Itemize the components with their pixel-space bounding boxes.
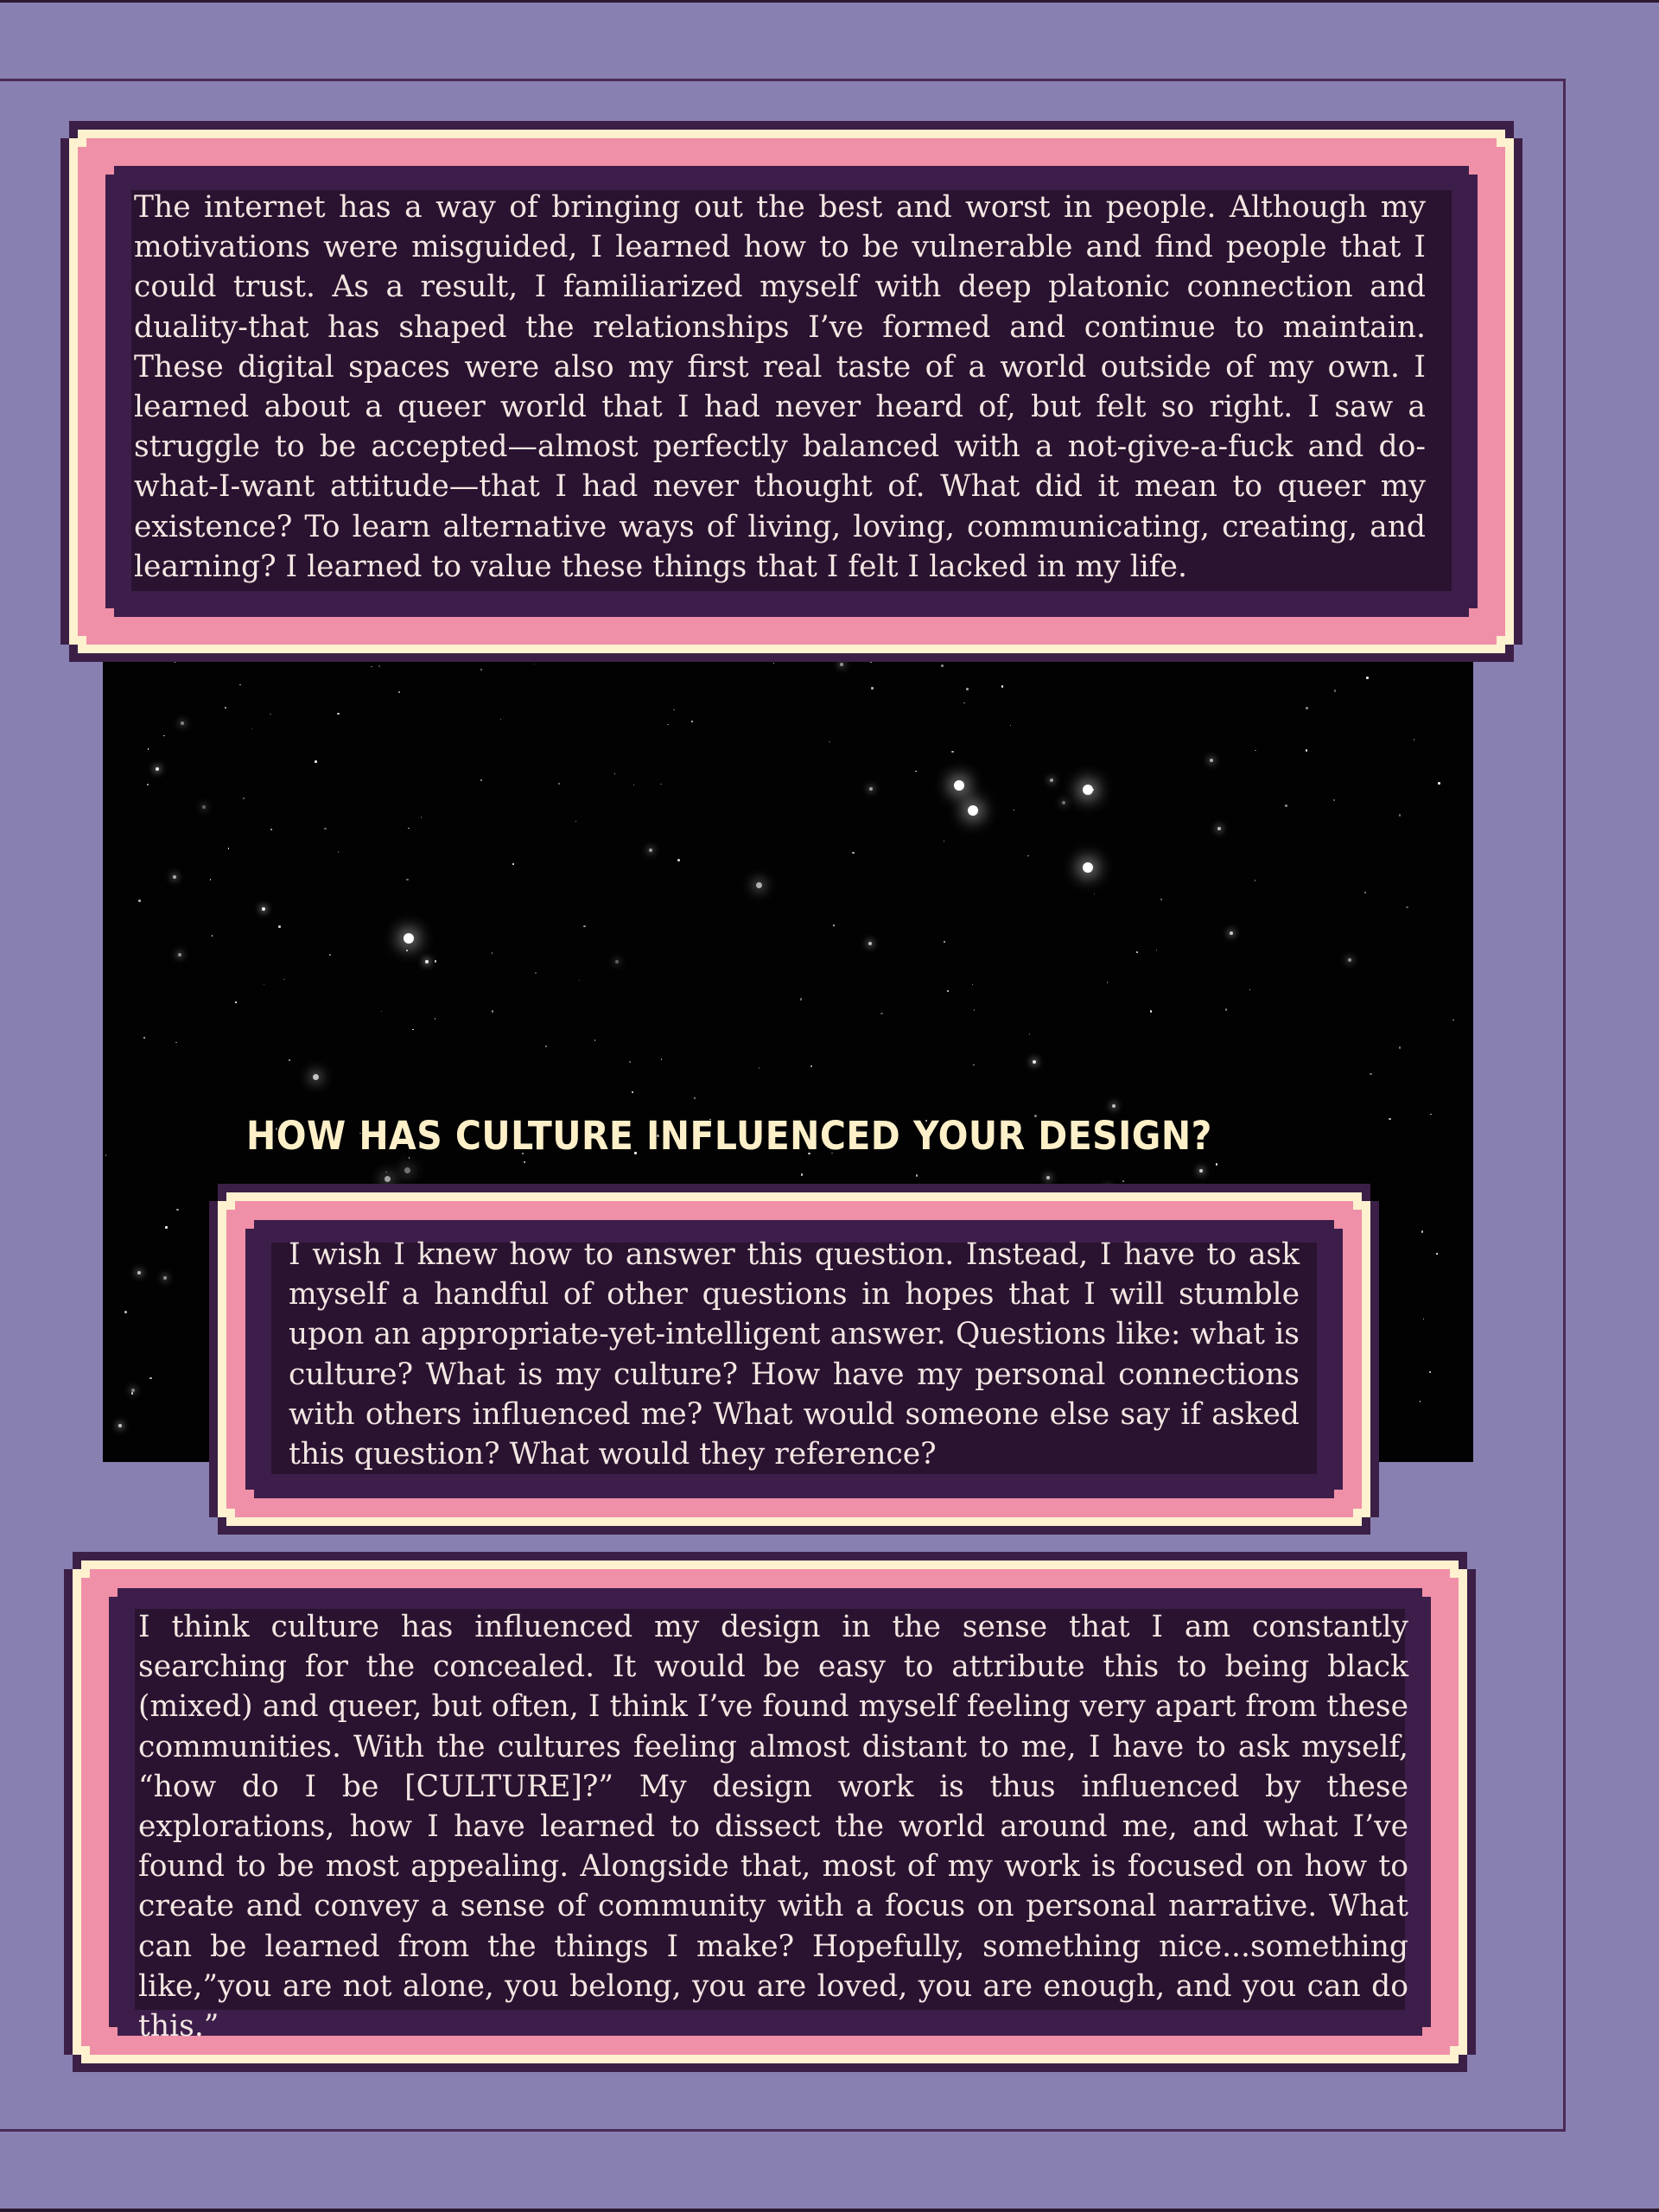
star: [338, 851, 340, 853]
star: [660, 784, 662, 785]
star: [1010, 725, 1012, 727]
star: [1285, 804, 1287, 807]
star: [1366, 677, 1369, 679]
star: [1333, 799, 1336, 802]
star: [1216, 1163, 1218, 1166]
star: [870, 662, 872, 664]
star: [1429, 1371, 1432, 1374]
star: [614, 773, 616, 775]
star: [239, 684, 241, 686]
star: [649, 849, 652, 852]
top-edge-rule: [0, 0, 1659, 3]
star: [270, 714, 271, 715]
answer-panel: [64, 1552, 1476, 2072]
star: [1370, 1073, 1372, 1076]
question-paragraph: I wish I knew how to answer this question. Instead, I have to ask myself a handful of other questions in hopes that I will stumble upon an appropriate-yet-intelligent answer. Questions like: what is culture? What is my culture? How have my personal connections with others influenced me? What would someone else say if asked this question? What would they reference?: [289, 1237, 1300, 1472]
star: [264, 984, 265, 986]
star: [404, 933, 414, 944]
star: [270, 829, 273, 831]
bottom-edge-rule: [0, 2209, 1659, 2212]
star: [283, 979, 285, 981]
star: [524, 1161, 526, 1164]
star: [829, 741, 830, 743]
star: [1136, 951, 1138, 953]
star: [492, 952, 493, 954]
star: [583, 925, 586, 928]
question-panel: [209, 1184, 1379, 1535]
star: [143, 1037, 145, 1039]
star: [972, 984, 974, 986]
star: [251, 728, 253, 730]
star: [480, 669, 483, 671]
star: [691, 721, 694, 723]
star: [759, 1067, 760, 1069]
star: [1438, 782, 1440, 785]
star: [1399, 814, 1402, 817]
star: [176, 1209, 179, 1211]
star: [378, 665, 381, 668]
star: [131, 1392, 134, 1395]
star: [147, 784, 149, 785]
star: [225, 707, 226, 709]
star: [1421, 1230, 1424, 1233]
star: [404, 1167, 410, 1173]
star: [1150, 1010, 1153, 1013]
star: [1062, 801, 1065, 804]
star: [1406, 906, 1408, 909]
star: [381, 1011, 383, 1013]
star: [406, 950, 408, 951]
star: [661, 1058, 663, 1060]
star: [1083, 862, 1093, 873]
star: [118, 1424, 122, 1427]
answer-paragraph: I think culture has influenced my design in the sense that I am constantly searching for the concealed. It would be easy to attribute this to being black (mixed) and queer, but often, I think I’ve found myself feeling very apart from these communities. With the cultures feeling almost distant to me, I have to ask myself, “how do I be [CULTURE]?” My design work is thus influenced by these explorations, how I have learned to dissect the world around me, and what I’ve found to be most appealing. Alongside that, most of my work is focused on how to create and convey a sense of community with a focus on personal narrative. What can be learned from the things I make? Hopefully, something nice...something like,”you are not alone, you belong, you are loved, you are enough, and you can do this.”: [138, 1610, 1408, 2044]
star: [944, 841, 945, 842]
star: [677, 859, 680, 861]
star: [667, 724, 669, 726]
star: [974, 1009, 976, 1011]
star: [545, 1046, 547, 1047]
star: [289, 1059, 291, 1062]
star: [228, 848, 230, 849]
star: [840, 663, 843, 666]
star: [973, 1065, 975, 1066]
star: [398, 691, 400, 693]
star: [235, 1001, 237, 1003]
star: [202, 805, 206, 809]
star: [1452, 1020, 1454, 1021]
star: [800, 998, 803, 1001]
star: [210, 879, 212, 880]
star: [262, 907, 265, 911]
star: [1420, 1401, 1421, 1402]
star: [1210, 759, 1213, 762]
star: [124, 1311, 127, 1313]
star: [535, 972, 537, 974]
star: [149, 1377, 152, 1380]
star: [175, 1042, 177, 1044]
star: [968, 805, 978, 816]
star: [1001, 685, 1004, 688]
intro-panel: [60, 121, 1522, 662]
star: [947, 990, 950, 993]
star: [181, 721, 184, 725]
star: [385, 1176, 391, 1182]
star: [1156, 950, 1158, 951]
star: [313, 1074, 319, 1080]
star: [329, 954, 331, 956]
star: [138, 899, 141, 902]
star: [1225, 1008, 1228, 1011]
star: [1414, 739, 1415, 741]
star: [1306, 749, 1308, 752]
star: [243, 798, 245, 800]
star: [594, 1039, 596, 1041]
star: [500, 719, 502, 721]
star: [1249, 989, 1251, 991]
star: [1430, 1114, 1432, 1116]
star: [1160, 899, 1163, 901]
intro-paragraph: The internet has a way of bringing out the best and worst in people. Although my motivations were misguided, I learned how to be vulnerable and find people that I could trust. As a result, I familiarized myself with deep platonic connection and duality-that has shaped the relationships I’ve formed and continue to maintain. These digital spaces were also my first real taste of a world outside of my own. I learned about a queer world that I had never heard of, but felt so right. I saw a struggle to be accepted—almost perfectly balanced with a not-give-a-fuck and do-what-I-want attitude—that I had never thought of. What did it mean to queer my existence? To learn alternative ways of living, loving, communicating, creating, and learning? I learned to value these things that I felt I lacked in my life.: [134, 190, 1426, 584]
star: [406, 879, 409, 881]
star: [337, 713, 340, 715]
star: [425, 960, 429, 963]
star: [915, 771, 917, 772]
star: [178, 953, 181, 957]
star: [871, 687, 874, 690]
star: [315, 760, 317, 763]
star: [773, 663, 775, 664]
star: [324, 828, 327, 830]
star: [148, 748, 149, 750]
star: [534, 664, 536, 665]
star: [1255, 750, 1256, 752]
star: [1389, 1118, 1391, 1121]
star: [575, 821, 577, 823]
star: [1364, 892, 1366, 893]
star: [278, 925, 281, 928]
star: [632, 1091, 633, 1093]
star: [951, 751, 954, 753]
star: [1083, 785, 1093, 795]
star: [1230, 931, 1233, 935]
star: [412, 1029, 414, 1031]
star: [801, 1173, 804, 1176]
star: [165, 1226, 168, 1229]
star: [1050, 779, 1053, 782]
star: [1334, 690, 1337, 692]
star: [163, 1276, 167, 1280]
star: [1033, 1060, 1036, 1064]
star: [963, 702, 965, 704]
star: [833, 925, 836, 927]
star: [1094, 893, 1096, 895]
star: [1348, 958, 1351, 962]
question-heading: HOW HAS CULTURE INFLUENCED YOUR DESIGN?: [246, 1113, 1212, 1159]
star: [1399, 1046, 1402, 1049]
star: [673, 709, 675, 711]
star: [944, 941, 945, 943]
star: [1306, 707, 1308, 709]
star: [810, 1065, 813, 1068]
star: [756, 882, 762, 888]
star: [615, 960, 619, 963]
star: [880, 1013, 883, 1015]
star: [1029, 1033, 1031, 1035]
star: [105, 1154, 107, 1156]
star: [868, 942, 872, 945]
star: [1255, 880, 1256, 881]
star: [1436, 1253, 1438, 1255]
star: [421, 817, 423, 818]
star: [1199, 1169, 1203, 1173]
star: [212, 935, 213, 937]
star: [1217, 827, 1221, 830]
star: [694, 1097, 696, 1100]
star: [966, 688, 969, 690]
star: [156, 767, 159, 771]
star: [1423, 1319, 1425, 1320]
star: [852, 852, 855, 855]
star: [579, 980, 581, 982]
star: [492, 1010, 494, 1013]
star: [869, 787, 873, 791]
star: [1027, 855, 1029, 857]
star: [633, 785, 635, 786]
star: [1046, 1176, 1050, 1179]
star: [558, 783, 561, 785]
star: [385, 1172, 387, 1173]
star: [163, 735, 165, 737]
star: [1122, 1180, 1124, 1182]
star: [480, 779, 482, 781]
star: [1014, 810, 1015, 811]
star: [512, 863, 514, 865]
star: [137, 1271, 141, 1274]
star: [629, 1061, 632, 1064]
star: [941, 664, 944, 667]
star: [916, 1174, 918, 1177]
star: [408, 828, 410, 830]
star: [435, 1018, 436, 1020]
star: [954, 780, 964, 791]
star: [1112, 1104, 1116, 1108]
star: [1107, 982, 1109, 983]
star: [173, 875, 176, 879]
star: [371, 666, 372, 668]
star: [435, 960, 437, 963]
